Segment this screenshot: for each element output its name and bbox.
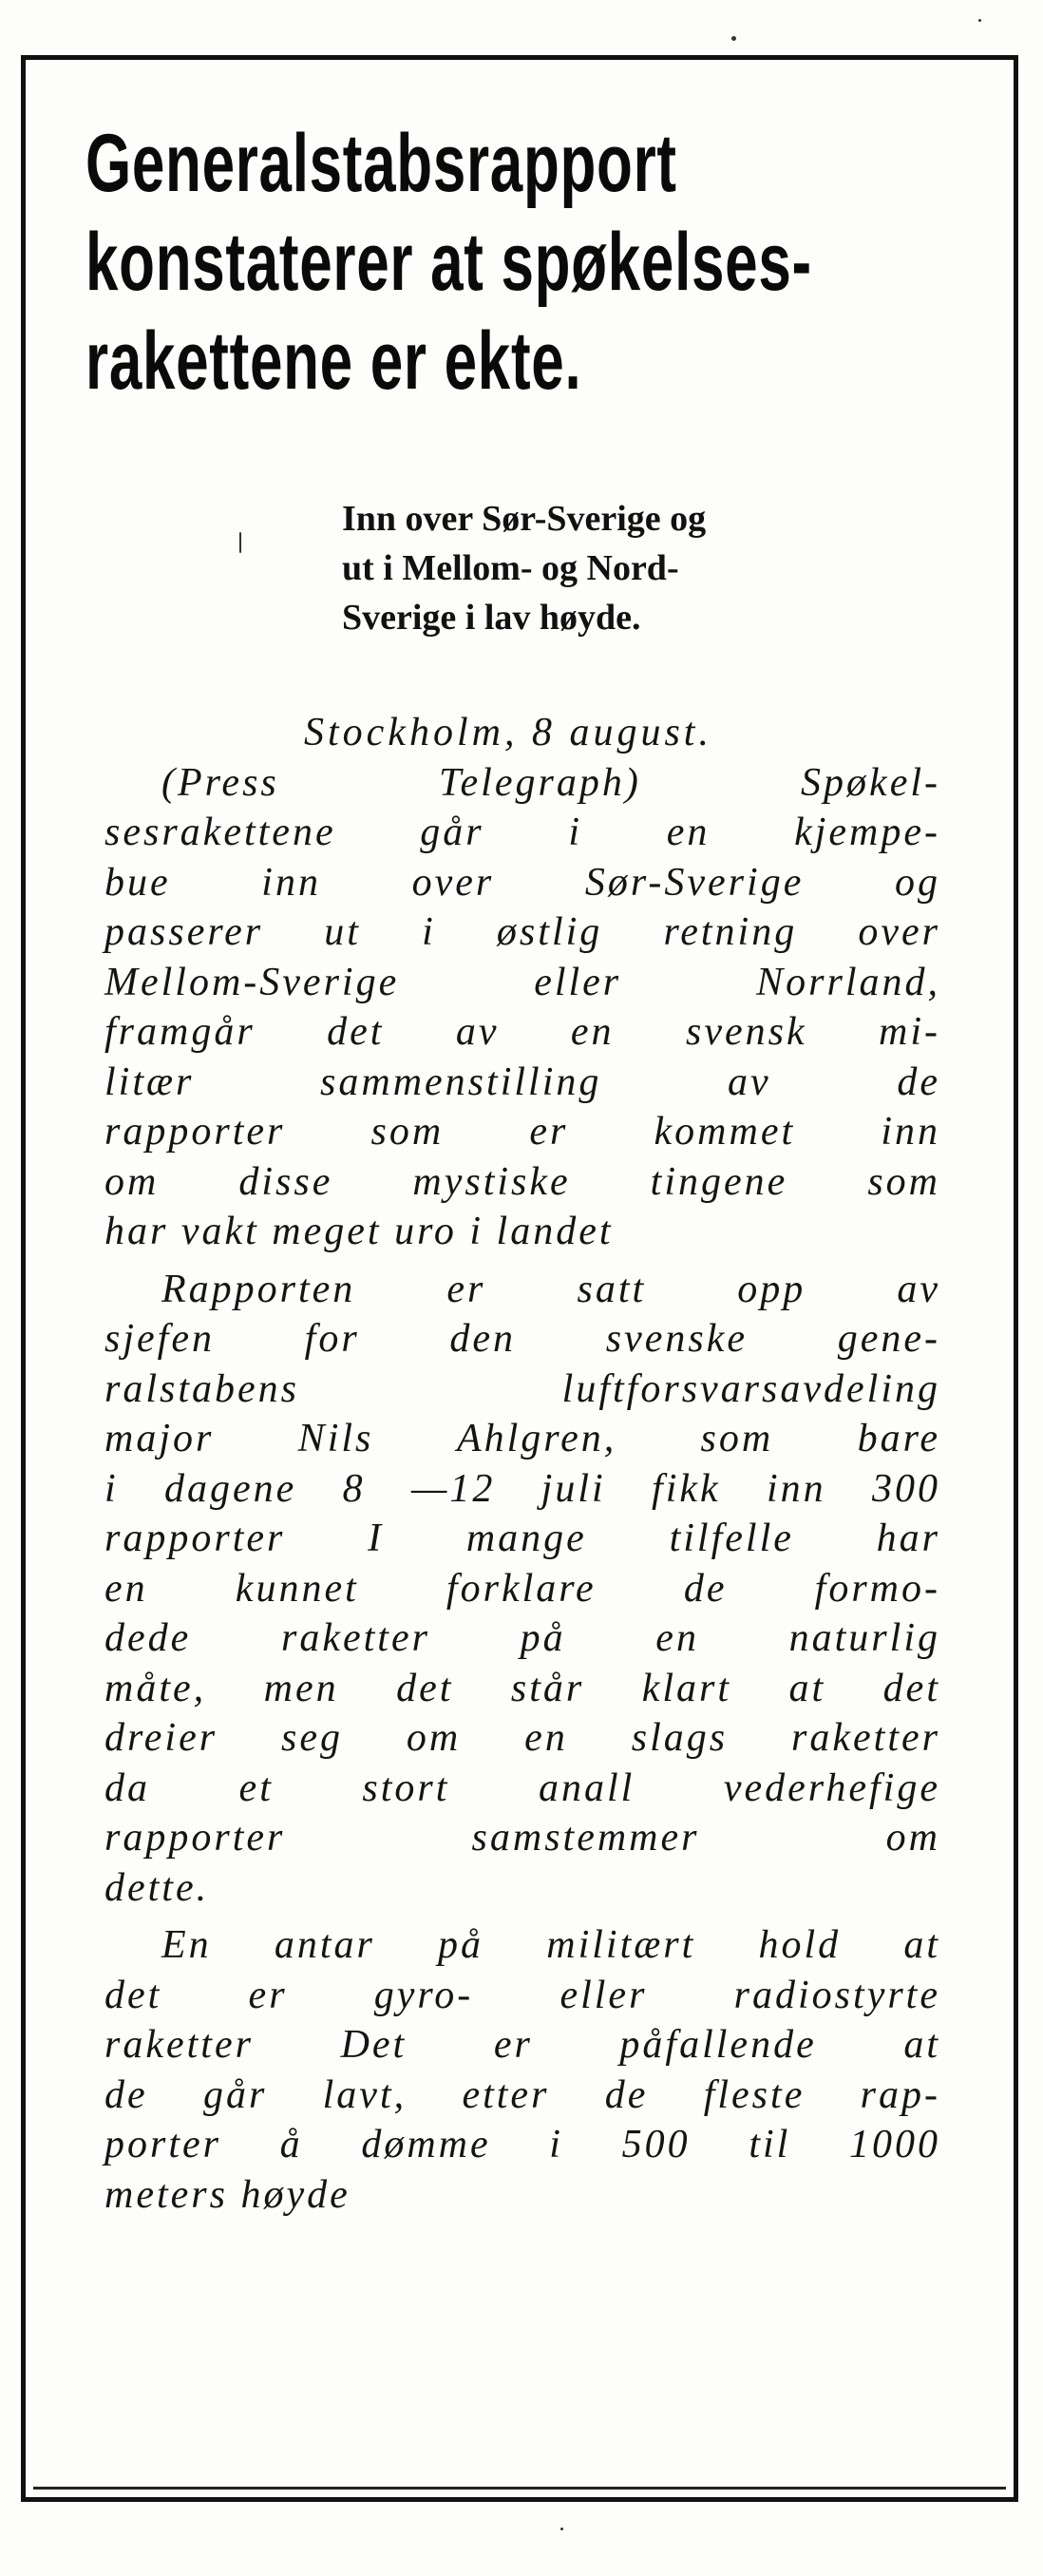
body-line: major Nils Ahlgren, som bare — [104, 1417, 940, 1460]
paragraph-3 — [104, 1920, 959, 2220]
body-line: om disse mystiske tingene som — [104, 1159, 940, 1204]
body-line: de går lavt, etter de fleste rap- — [104, 2072, 940, 2117]
body-line: (Press Telegraph) Spøkel- — [161, 760, 940, 805]
body-line: rapporter samstemmer om — [104, 1816, 940, 1860]
subhead-line: Sverige i lav høyde. — [342, 598, 641, 638]
article-body — [104, 708, 959, 2220]
dateline: Stockholm, 8 august. — [304, 711, 712, 754]
body-line: da et stort anall vederhefige — [104, 1765, 940, 1810]
print-speck — [978, 19, 981, 22]
print-speck — [731, 36, 736, 41]
body-line: ralstabens luftforsvarsavdeling — [104, 1366, 940, 1411]
body-line: i dagene 8 —12 juli fikk inn 300 — [104, 1466, 940, 1511]
body-line: meters høyde — [104, 2172, 351, 2217]
paragraph-2 — [104, 1265, 959, 1914]
body-line: rapporter som er kommet inn — [104, 1110, 940, 1154]
body-line: litær sammenstilling av de — [104, 1059, 940, 1104]
body-line: passerer ut i østlig retning over — [104, 910, 940, 954]
body-line: porter å dømme i 500 til 1000 — [104, 2123, 940, 2166]
body-line: raketter Det er påfallende at — [104, 2023, 940, 2067]
subheadline — [342, 494, 950, 642]
subhead-line: ut i Mellom- og Nord- — [342, 548, 679, 588]
headline-line: konstaterer at spøkelses- — [85, 217, 812, 308]
paragraph-1 — [104, 758, 959, 1257]
headline — [85, 114, 812, 410]
print-speck — [239, 532, 241, 553]
body-line: dede raketter på en naturlig — [104, 1616, 940, 1660]
body-line: en kunnet forklare de formo- — [104, 1566, 940, 1611]
body-line: dreier seg om en slags raketter — [104, 1716, 940, 1760]
body-line: har vakt meget uro i landet — [104, 1210, 614, 1253]
body-line: dette. — [104, 1865, 210, 1910]
body-line: måte, men det står klart at det — [104, 1666, 940, 1710]
headline-line: Generalstabsrapport — [85, 118, 677, 209]
body-line: framgår det av en svensk mi- — [104, 1010, 940, 1054]
body-line: rapporter I mange tilfelle har — [104, 1517, 940, 1560]
print-speck — [560, 2528, 563, 2530]
body-line: det er gyro- eller radiostyrte — [104, 1973, 940, 2017]
body-line: bue inn over Sør-Sverige og — [104, 860, 940, 905]
body-line: En antar på militært hold at — [161, 1923, 940, 1967]
subhead-line: Inn over Sør-Sverige og — [342, 499, 707, 539]
body-line: sesrakettene går i en kjempe- — [104, 811, 940, 854]
body-line: Rapporten er satt opp av — [161, 1267, 940, 1311]
body-line: Mellom-Sverige eller Norrland, — [104, 960, 940, 1004]
body-line: sjefen for den svenske gene- — [104, 1317, 940, 1361]
headline-line: rakettene er ekte. — [85, 315, 582, 407]
